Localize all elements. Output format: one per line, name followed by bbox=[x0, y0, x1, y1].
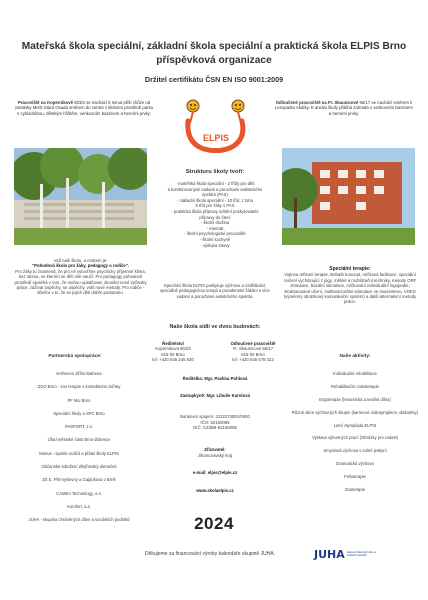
deputy bbox=[150, 393, 280, 399]
partner-item: Knihovna Jiřího Mahena bbox=[56, 371, 102, 376]
founder-label: Zřizovatel: bbox=[204, 447, 226, 452]
structure-item: přípravy do čtení bbox=[199, 214, 231, 220]
activity-item: Individuální rehabilitace bbox=[333, 371, 377, 376]
seat-right-line: 615 00 Brno bbox=[241, 351, 265, 357]
special-therapy bbox=[280, 266, 420, 305]
structure-item: - školní družina bbox=[200, 220, 230, 226]
structure-item: - školní kuchyně bbox=[199, 236, 231, 242]
partner-item: Občanské sdružení Zikýřovský domeček bbox=[41, 464, 117, 470]
footer-thanks: Děkujeme za financování výroby kalendáře skupině JUHA. bbox=[144, 551, 276, 557]
founder-name: Jihomoravský kraj bbox=[197, 452, 233, 458]
activity-item: Výstava výtvarných prací (Obrázky pro radost) bbox=[311, 435, 399, 441]
title-line-1: Mateřská škola speciální, základní škola speciální a praktická škola ELPIS Brno bbox=[21, 41, 407, 52]
activity-item: Smyslová výchova v solné jeskyni bbox=[323, 448, 387, 454]
workplace-left-heading: Pracoviště na Kopernikově bbox=[17, 100, 73, 105]
structure-item: - internát bbox=[206, 225, 224, 231]
seat-right-line: tel: +420 545 578 422 bbox=[232, 356, 274, 362]
calendar-year: 2024 bbox=[194, 514, 234, 533]
therapy-title: Speciální terapie: bbox=[329, 266, 371, 272]
website-link[interactable]: www.skolaelpis.cz bbox=[196, 488, 234, 493]
seat-right-line: Fr. Skaunicové 66/17 bbox=[232, 346, 274, 352]
bank-account: Bankovní spojení: 2112274081/0600 bbox=[180, 414, 250, 419]
partner-item: JUHA - skupina chráněných dílen a sociálních podniků bbox=[28, 517, 130, 523]
juha-logo bbox=[314, 547, 387, 561]
vision-motto: "Pohodová škola pro žáky, pedagogy a rodiče". bbox=[32, 263, 129, 269]
structure-item: - základní škola speciální - 10 tříd, z toho bbox=[176, 197, 254, 203]
workplace-right-heading: Odloučené pracoviště na Fr. Skaunicové bbox=[275, 100, 359, 105]
founder bbox=[150, 447, 280, 458]
juha-logo-tagline: skupina chráněných dílen a sociálních podniků bbox=[346, 551, 376, 557]
seat-left-line: tel: +420 545 245 630 bbox=[152, 356, 194, 362]
activity-item: Různé akce výchovných skupin (karneval, videoprojekce, diskotéky) bbox=[291, 409, 419, 415]
structure-item: - školní psychologické pracoviště bbox=[184, 231, 246, 237]
partners-list bbox=[14, 371, 144, 531]
workplace-left-text: 803/2 se nachází 5 minut pěší chůze od zastávky MHD Stará Osada směrem do centra v klidném prostředí parku s cyklodráhou, dětským hřištěm, venkovním bazénem a herními prvky. bbox=[14, 100, 154, 116]
structure-title: Strukturu školy tvoří: bbox=[185, 169, 245, 175]
logo-text: ELPIS bbox=[202, 133, 230, 143]
partner-item: Komfort, a.s. bbox=[67, 503, 91, 509]
seat-left-line: 615 00 Brno bbox=[161, 351, 185, 357]
photo-skaunicove-building bbox=[282, 148, 415, 245]
activities-title: Naše aktivity: bbox=[339, 354, 371, 359]
workplace-right bbox=[274, 100, 414, 116]
seat-branch bbox=[213, 341, 293, 362]
seat-headquarters bbox=[133, 341, 213, 362]
activity-item: Rehabilitační canisterapie bbox=[331, 383, 379, 389]
partner-item: Manus - spolek rodičů a přátel školy ELPIS bbox=[39, 450, 119, 456]
partner-item: ZOO Brno - zoo terapie s kontaktními zvířaty bbox=[37, 384, 121, 390]
activity-item: Letní olympiáda ELPIS bbox=[333, 422, 377, 428]
certificate-text: Držitel certifikátu ČSN EN ISO 9001:2009 bbox=[144, 75, 284, 84]
structure-item: 5 tříd pro žáky s PAS bbox=[195, 203, 235, 209]
partner-item: PASPORT, z.s. bbox=[64, 424, 93, 430]
director bbox=[150, 376, 280, 382]
vision-text: Pro žáky to znamená, že pro ně vytvoříme psychicky příjemné klima, bez stresu, ve kterém se děti vše naučí. Pro pedagogy pohodové prostředí spoléhá v tom, že mohou uplatňovat, zkoušet nové způsoby práce, zažívat úspěchy, ne úspěchy, volit nové metody. Pro rodiče - důvěru v to, že se jejich děti dobře postarano. bbox=[14, 268, 147, 296]
page-title bbox=[10, 40, 418, 67]
partner-item: CAMEA Technology, a.s. bbox=[56, 490, 102, 496]
partner-item: ZŠ E. Přemyslovny a Gajdošova v Brně bbox=[42, 477, 116, 483]
structure-list bbox=[155, 181, 275, 248]
partner-item: Úřad městské části Brno-Židenice bbox=[47, 437, 111, 443]
email-address[interactable]: e-mail: elpis@elpis.cz bbox=[192, 470, 238, 475]
photo-kopernikova-building bbox=[14, 148, 147, 245]
school-logo bbox=[180, 93, 252, 157]
dic-number: DIČ: CZ2B9-62160095 bbox=[193, 425, 237, 431]
structure-item: - mateřská škola speciální - 2 třídy pro děti bbox=[175, 181, 255, 186]
partners-title: Partnerská spolupráce: bbox=[48, 354, 102, 359]
deputy-name: Zástupkyně: Mgr. Libuše Karolová bbox=[180, 393, 250, 398]
structure-item: - výdejna stravy bbox=[200, 242, 230, 248]
structure-note: Speciální škola ELPIS poskytuje výchovu a vzdělávání, speciálně pedagogickou terapii a poradenství žákům s více vadami a poruchami autistického spektra. bbox=[160, 283, 270, 299]
email[interactable] bbox=[150, 470, 280, 476]
vision-intro: Vidí naši školu, a mottem je: bbox=[53, 258, 108, 263]
activity-item: Felixterapie bbox=[344, 474, 366, 480]
title-line-2: příspěvková organizace bbox=[156, 54, 272, 66]
school-vision bbox=[14, 258, 147, 296]
partner-item: PF MU Brno bbox=[67, 397, 91, 403]
structure-item: - praktická škola přípravy odnění poskytovatelé bbox=[171, 208, 259, 214]
structure-item: a kombinovanými vadami a poruchami autistického bbox=[167, 186, 263, 192]
seat-left-line: Kopernikova 803/2 bbox=[155, 346, 191, 352]
juha-logo-word: JUHA bbox=[314, 547, 345, 561]
activity-item: Dramatická výchova bbox=[336, 461, 374, 467]
bank-details bbox=[150, 414, 280, 431]
seat-left-title: Ředitelství bbox=[162, 341, 184, 346]
director-name: Ředitelka: Mgr. Pavlína Pohlová bbox=[182, 376, 248, 381]
ico-number: IČO: 62160095 bbox=[200, 419, 230, 425]
workplace-left bbox=[14, 100, 154, 116]
website[interactable] bbox=[150, 488, 280, 494]
seat-right-title: Odloučené pracoviště bbox=[230, 341, 276, 346]
activity-item: Ergoterapie (keramická a textilní dílna) bbox=[319, 396, 391, 402]
therapy-text: Vojtova reflexní terapie, Bobath koncept, míčková facilitace, speciální cvičení vycházející z jógy, měkké a mobilizační techniky, metody ORF stimulace, bazální stimulace, míčkování individuální logopedie, strukturované učení, multisenzorální stimulace ve snoezelenu, VOKS (výměnný obrázkový komunikační systém) a další alternativní metody práce. bbox=[283, 272, 417, 305]
activity-item: Zooterapie bbox=[344, 487, 366, 493]
activities-list bbox=[290, 371, 420, 500]
workplace-right-text: 66/17 se nachází směrem k Lesoparku Akátky. K areálu školy přiléhá zahrada s venkovním bazénem a herními prvky. bbox=[275, 100, 413, 116]
seats-title: Naše škola sídlí ve dvou budovách: bbox=[169, 324, 261, 330]
partner-item: Speciální školy a SPC Brno bbox=[53, 410, 105, 416]
structure-item: spektra (PAS) bbox=[202, 192, 228, 198]
